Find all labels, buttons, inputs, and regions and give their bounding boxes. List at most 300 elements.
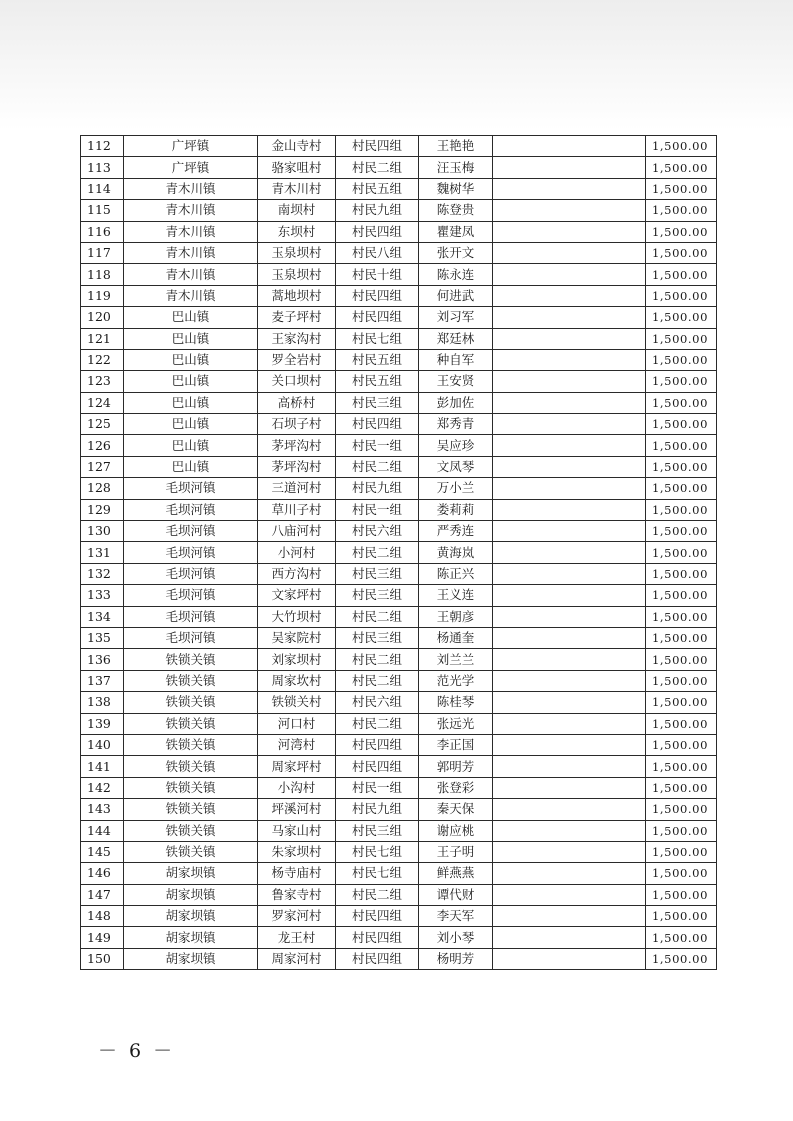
village-cell: 罗全岩村 [258,349,336,370]
note-cell [493,136,646,157]
row-number-cell: 113 [81,157,124,178]
group-cell: 村民四组 [336,734,419,755]
town-cell: 毛坝河镇 [124,606,258,627]
row-number-cell: 149 [81,927,124,948]
name-cell: 陈桂琴 [419,692,493,713]
table-row [81,456,717,477]
group-cell: 村民四组 [336,136,419,157]
town-cell: 巴山镇 [124,328,258,349]
row-number-cell: 147 [81,884,124,905]
row-number-cell: 121 [81,328,124,349]
amount-cell: 1,500.00 [646,563,717,584]
village-cell: 坪溪河村 [258,799,336,820]
row-number-cell: 119 [81,285,124,306]
village-cell: 朱家坝村 [258,841,336,862]
town-cell: 青木川镇 [124,264,258,285]
note-cell [493,392,646,413]
row-number-cell: 120 [81,307,124,328]
village-cell: 杨寺庙村 [258,863,336,884]
group-cell: 村民二组 [336,670,419,691]
note-cell [493,606,646,627]
row-number-cell: 114 [81,178,124,199]
row-number-cell: 132 [81,563,124,584]
group-cell: 村民四组 [336,414,419,435]
note-cell [493,927,646,948]
note-cell [493,670,646,691]
roster-table-container [80,135,716,970]
town-cell: 毛坝河镇 [124,585,258,606]
town-cell: 铁锁关镇 [124,713,258,734]
amount-cell: 1,500.00 [646,478,717,499]
village-cell: 茅坪沟村 [258,456,336,477]
note-cell [493,521,646,542]
town-cell: 铁锁关镇 [124,820,258,841]
amount-cell: 1,500.00 [646,285,717,306]
name-cell: 彭加佐 [419,392,493,413]
name-cell: 娄莉莉 [419,499,493,520]
town-cell: 胡家坝镇 [124,948,258,969]
amount-cell: 1,500.00 [646,841,717,862]
group-cell: 村民四组 [336,221,419,242]
town-cell: 巴山镇 [124,414,258,435]
note-cell [493,200,646,221]
village-cell: 麦子坪村 [258,307,336,328]
amount-cell: 1,500.00 [646,157,717,178]
amount-cell: 1,500.00 [646,349,717,370]
village-cell: 罗家河村 [258,906,336,927]
town-cell: 铁锁关镇 [124,692,258,713]
amount-cell: 1,500.00 [646,328,717,349]
town-cell: 胡家坝镇 [124,927,258,948]
note-cell [493,820,646,841]
name-cell: 郭明芳 [419,756,493,777]
table-row [81,649,717,670]
amount-cell: 1,500.00 [646,136,717,157]
town-cell: 毛坝河镇 [124,521,258,542]
row-number-cell: 129 [81,499,124,520]
group-cell: 村民二组 [336,713,419,734]
group-cell: 村民五组 [336,349,419,370]
town-cell: 青木川镇 [124,200,258,221]
village-cell: 八庙河村 [258,521,336,542]
row-number-cell: 138 [81,692,124,713]
row-number-cell: 136 [81,649,124,670]
note-cell [493,649,646,670]
table-row [81,157,717,178]
amount-cell: 1,500.00 [646,435,717,456]
village-cell: 茅坪沟村 [258,435,336,456]
row-number-cell: 133 [81,585,124,606]
amount-cell: 1,500.00 [646,777,717,798]
table-row [81,841,717,862]
row-number-cell: 115 [81,200,124,221]
row-number-cell: 126 [81,435,124,456]
name-cell: 文凤琴 [419,456,493,477]
amount-cell: 1,500.00 [646,927,717,948]
table-row [81,670,717,691]
village-cell: 小沟村 [258,777,336,798]
table-row [81,756,717,777]
note-cell [493,563,646,584]
village-cell: 石坝子村 [258,414,336,435]
note-cell [493,371,646,392]
name-cell: 郑廷林 [419,328,493,349]
row-number-cell: 127 [81,456,124,477]
note-cell [493,799,646,820]
town-cell: 巴山镇 [124,456,258,477]
note-cell [493,307,646,328]
table-row [81,264,717,285]
table-row [81,906,717,927]
village-cell: 河口村 [258,713,336,734]
table-row [81,734,717,755]
table-row [81,692,717,713]
table-row [81,713,717,734]
group-cell: 村民三组 [336,563,419,584]
town-cell: 毛坝河镇 [124,542,258,563]
table-row [81,820,717,841]
row-number-cell: 128 [81,478,124,499]
village-cell: 文家坪村 [258,585,336,606]
name-cell: 种自军 [419,349,493,370]
village-cell: 周家坎村 [258,670,336,691]
name-cell: 陈登贵 [419,200,493,221]
row-number-cell: 150 [81,948,124,969]
table-row [81,948,717,969]
amount-cell: 1,500.00 [646,948,717,969]
amount-cell: 1,500.00 [646,521,717,542]
note-cell [493,841,646,862]
amount-cell: 1,500.00 [646,606,717,627]
row-number-cell: 117 [81,242,124,263]
table-row [81,521,717,542]
group-cell: 村民三组 [336,392,419,413]
group-cell: 村民二组 [336,157,419,178]
amount-cell: 1,500.00 [646,649,717,670]
town-cell: 铁锁关镇 [124,777,258,798]
name-cell: 李天军 [419,906,493,927]
note-cell [493,157,646,178]
group-cell: 村民九组 [336,478,419,499]
table-row [81,478,717,499]
village-cell: 东坝村 [258,221,336,242]
note-cell [493,585,646,606]
village-cell: 小河村 [258,542,336,563]
note-cell [493,906,646,927]
name-cell: 王子明 [419,841,493,862]
town-cell: 青木川镇 [124,285,258,306]
village-cell: 蒿地坝村 [258,285,336,306]
name-cell: 刘兰兰 [419,649,493,670]
group-cell: 村民七组 [336,841,419,862]
village-cell: 南坝村 [258,200,336,221]
scan-shadow [0,0,793,130]
name-cell: 陈永连 [419,264,493,285]
town-cell: 广坪镇 [124,136,258,157]
name-cell: 汪玉梅 [419,157,493,178]
amount-cell: 1,500.00 [646,200,717,221]
town-cell: 毛坝河镇 [124,563,258,584]
note-cell [493,884,646,905]
town-cell: 毛坝河镇 [124,499,258,520]
group-cell: 村民四组 [336,927,419,948]
village-cell: 周家河村 [258,948,336,969]
town-cell: 铁锁关镇 [124,799,258,820]
table-row [81,221,717,242]
note-cell [493,542,646,563]
note-cell [493,178,646,199]
table-row [81,927,717,948]
roster-table [80,135,717,970]
amount-cell: 1,500.00 [646,670,717,691]
table-row [81,285,717,306]
village-cell: 草川子村 [258,499,336,520]
name-cell: 严秀连 [419,521,493,542]
village-cell: 铁锁关村 [258,692,336,713]
village-cell: 周家坪村 [258,756,336,777]
town-cell: 广坪镇 [124,157,258,178]
amount-cell: 1,500.00 [646,906,717,927]
table-row [81,777,717,798]
group-cell: 村民四组 [336,307,419,328]
amount-cell: 1,500.00 [646,820,717,841]
group-cell: 村民二组 [336,884,419,905]
row-number-cell: 112 [81,136,124,157]
group-cell: 村民六组 [336,521,419,542]
note-cell [493,435,646,456]
name-cell: 张登彩 [419,777,493,798]
name-cell: 王义连 [419,585,493,606]
amount-cell: 1,500.00 [646,221,717,242]
amount-cell: 1,500.00 [646,734,717,755]
table-body [81,136,717,970]
town-cell: 青木川镇 [124,178,258,199]
name-cell: 刘习军 [419,307,493,328]
village-cell: 三道河村 [258,478,336,499]
table-row [81,200,717,221]
row-number-cell: 130 [81,521,124,542]
group-cell: 村民三组 [336,820,419,841]
town-cell: 胡家坝镇 [124,906,258,927]
amount-cell: 1,500.00 [646,884,717,905]
town-cell: 巴山镇 [124,435,258,456]
table-row [81,606,717,627]
village-cell: 西方沟村 [258,563,336,584]
table-row [81,371,717,392]
row-number-cell: 146 [81,863,124,884]
name-cell: 魏树华 [419,178,493,199]
name-cell: 刘小琴 [419,927,493,948]
amount-cell: 1,500.00 [646,242,717,263]
row-number-cell: 134 [81,606,124,627]
name-cell: 何进武 [419,285,493,306]
name-cell: 范光学 [419,670,493,691]
table-row [81,563,717,584]
note-cell [493,499,646,520]
town-cell: 巴山镇 [124,307,258,328]
name-cell: 黄海岚 [419,542,493,563]
amount-cell: 1,500.00 [646,627,717,648]
group-cell: 村民九组 [336,200,419,221]
town-cell: 青木川镇 [124,221,258,242]
row-number-cell: 131 [81,542,124,563]
village-cell: 吴家院村 [258,627,336,648]
table-row [81,349,717,370]
town-cell: 铁锁关镇 [124,841,258,862]
town-cell: 胡家坝镇 [124,884,258,905]
name-cell: 鲜燕燕 [419,863,493,884]
name-cell: 秦天保 [419,799,493,820]
note-cell [493,478,646,499]
table-row [81,178,717,199]
note-cell [493,328,646,349]
group-cell: 村民四组 [336,285,419,306]
note-cell [493,777,646,798]
name-cell: 谭代财 [419,884,493,905]
row-number-cell: 116 [81,221,124,242]
town-cell: 巴山镇 [124,349,258,370]
note-cell [493,242,646,263]
amount-cell: 1,500.00 [646,713,717,734]
group-cell: 村民四组 [336,756,419,777]
row-number-cell: 135 [81,627,124,648]
town-cell: 铁锁关镇 [124,649,258,670]
name-cell: 谢应桃 [419,820,493,841]
note-cell [493,456,646,477]
note-cell [493,221,646,242]
village-cell: 青木川村 [258,178,336,199]
town-cell: 毛坝河镇 [124,627,258,648]
group-cell: 村民二组 [336,649,419,670]
amount-cell: 1,500.00 [646,799,717,820]
page-number: － 6 － [98,1040,176,1062]
group-cell: 村民七组 [336,863,419,884]
town-cell: 毛坝河镇 [124,478,258,499]
note-cell [493,948,646,969]
group-cell: 村民四组 [336,906,419,927]
table-row [81,414,717,435]
village-cell: 关口坝村 [258,371,336,392]
amount-cell: 1,500.00 [646,178,717,199]
group-cell: 村民一组 [336,435,419,456]
village-cell: 刘家坝村 [258,649,336,670]
table-row [81,799,717,820]
row-number-cell: 141 [81,756,124,777]
table-row [81,884,717,905]
village-cell: 骆家咀村 [258,157,336,178]
amount-cell: 1,500.00 [646,692,717,713]
village-cell: 大竹坝村 [258,606,336,627]
village-cell: 玉泉坝村 [258,242,336,263]
group-cell: 村民七组 [336,328,419,349]
name-cell: 王艳艳 [419,136,493,157]
town-cell: 青木川镇 [124,242,258,263]
name-cell: 李正国 [419,734,493,755]
amount-cell: 1,500.00 [646,392,717,413]
amount-cell: 1,500.00 [646,585,717,606]
group-cell: 村民三组 [336,585,419,606]
group-cell: 村民五组 [336,371,419,392]
town-cell: 铁锁关镇 [124,756,258,777]
name-cell: 瞿建凤 [419,221,493,242]
name-cell: 郑秀青 [419,414,493,435]
note-cell [493,734,646,755]
row-number-cell: 143 [81,799,124,820]
note-cell [493,414,646,435]
row-number-cell: 145 [81,841,124,862]
group-cell: 村民二组 [336,606,419,627]
name-cell: 张开文 [419,242,493,263]
row-number-cell: 137 [81,670,124,691]
table-row [81,863,717,884]
amount-cell: 1,500.00 [646,863,717,884]
row-number-cell: 144 [81,820,124,841]
name-cell: 杨明芳 [419,948,493,969]
note-cell [493,863,646,884]
village-cell: 王家沟村 [258,328,336,349]
row-number-cell: 123 [81,371,124,392]
row-number-cell: 139 [81,713,124,734]
table-row [81,499,717,520]
row-number-cell: 140 [81,734,124,755]
amount-cell: 1,500.00 [646,264,717,285]
group-cell: 村民八组 [336,242,419,263]
note-cell [493,349,646,370]
name-cell: 陈正兴 [419,563,493,584]
group-cell: 村民二组 [336,456,419,477]
group-cell: 村民一组 [336,777,419,798]
group-cell: 村民五组 [336,178,419,199]
group-cell: 村民六组 [336,692,419,713]
village-cell: 金山寺村 [258,136,336,157]
village-cell: 河湾村 [258,734,336,755]
group-cell: 村民一组 [336,499,419,520]
amount-cell: 1,500.00 [646,542,717,563]
row-number-cell: 118 [81,264,124,285]
village-cell: 玉泉坝村 [258,264,336,285]
village-cell: 龙王村 [258,927,336,948]
table-row [81,136,717,157]
name-cell: 王朝彦 [419,606,493,627]
town-cell: 巴山镇 [124,371,258,392]
table-row [81,542,717,563]
town-cell: 铁锁关镇 [124,734,258,755]
amount-cell: 1,500.00 [646,371,717,392]
note-cell [493,285,646,306]
name-cell: 张远光 [419,713,493,734]
note-cell [493,264,646,285]
amount-cell: 1,500.00 [646,756,717,777]
table-row [81,328,717,349]
village-cell: 高桥村 [258,392,336,413]
row-number-cell: 125 [81,414,124,435]
amount-cell: 1,500.00 [646,414,717,435]
group-cell: 村民四组 [336,948,419,969]
group-cell: 村民十组 [336,264,419,285]
village-cell: 马家山村 [258,820,336,841]
group-cell: 村民三组 [336,627,419,648]
town-cell: 巴山镇 [124,392,258,413]
name-cell: 王安贤 [419,371,493,392]
name-cell: 万小兰 [419,478,493,499]
town-cell: 胡家坝镇 [124,863,258,884]
table-row [81,242,717,263]
note-cell [493,756,646,777]
name-cell: 杨通奎 [419,627,493,648]
amount-cell: 1,500.00 [646,456,717,477]
row-number-cell: 148 [81,906,124,927]
row-number-cell: 122 [81,349,124,370]
